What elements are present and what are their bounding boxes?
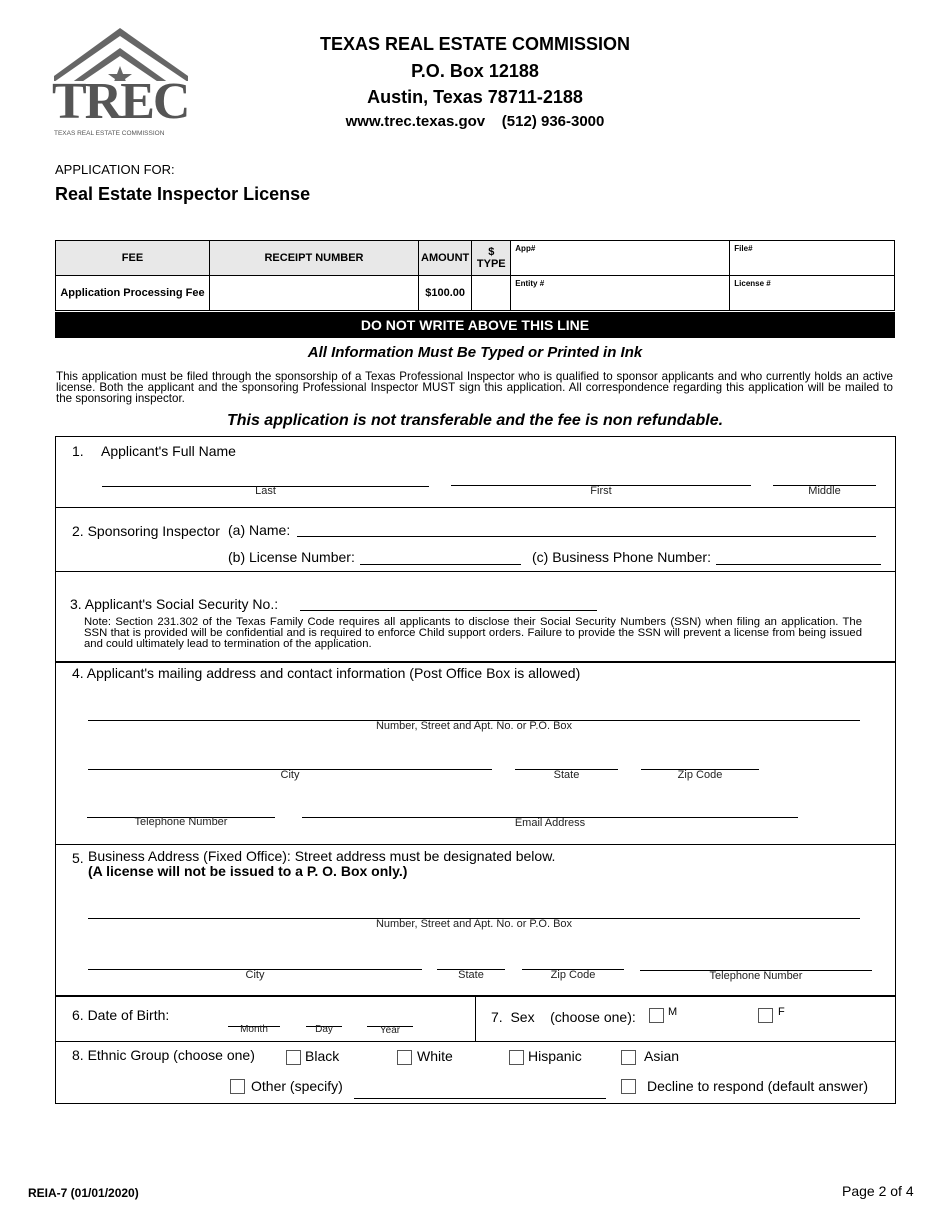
business-state-caption: State <box>458 969 484 981</box>
nontransfer-notice: This application is not transferable and the fee is non refundable. <box>226 412 724 429</box>
sex-male-checkbox[interactable] <box>649 1008 664 1023</box>
section-mailing-address <box>55 662 896 845</box>
birth-month-caption: Month <box>240 1024 268 1035</box>
section5-number: 5. <box>72 850 84 866</box>
trec-logo <box>52 26 192 141</box>
mailing-state-caption: State <box>553 769 580 781</box>
header-po-box: P.O. Box 12188 <box>411 61 539 81</box>
section1-number: 1. <box>72 443 84 459</box>
ethnic-hispanic-checkbox[interactable] <box>509 1050 524 1065</box>
business-zip-caption: Zip Code <box>550 969 596 981</box>
middle-name-caption: Middle <box>808 485 841 497</box>
section8-title: 8. Ethnic Group (choose one) <box>72 1047 255 1063</box>
section6-title: 6. Date of Birth: <box>72 1007 170 1023</box>
ethnic-hispanic-label: Hispanic <box>528 1048 582 1064</box>
intro-paragraph: This application must be filed through the sponsorship of a Texas Professional Inspector who is qualified to sponsor applicants and who currently holds an active license. Both the applicant and the sponsoring Professional Inspector MUST sign this application. All correspondence regarding this application will be mailed to the sponsoring inspector. <box>56 370 893 405</box>
fee-table <box>55 240 895 311</box>
mailing-zip-caption: Zip Code <box>677 769 723 781</box>
file-number-cell: File# <box>730 241 895 276</box>
birth-year-caption: Year <box>379 1025 401 1036</box>
section2-title: 2. Sponsoring Inspector <box>72 523 220 539</box>
mailing-phone-caption: Telephone Number <box>134 816 228 828</box>
business-city-caption: City <box>245 969 265 981</box>
logo-subtitle: TEXAS REAL ESTATE COMMISSION <box>54 130 165 137</box>
typed-notice: All Information Must Be Typed or Printed in Ink <box>307 344 643 361</box>
sponsor-name-label: (a) Name: <box>228 522 291 538</box>
ethnic-asian-checkbox[interactable] <box>621 1050 636 1065</box>
business-phone-caption: Telephone Number <box>709 970 803 982</box>
amount-header: AMOUNT <box>419 241 472 276</box>
logo-letters: TREC <box>52 73 189 130</box>
do-not-write-bar: DO NOT WRITE ABOVE THIS LINE <box>55 312 895 338</box>
mailing-street-caption: Number, Street and Apt. No. or P.O. Box <box>375 720 573 732</box>
section3-title: 3. Applicant's Social Security No.: <box>70 596 279 612</box>
section-ethnic-group <box>55 1041 896 1104</box>
ethnic-decline-checkbox[interactable] <box>621 1079 636 1094</box>
fee-header: FEE <box>56 241 210 276</box>
ssn-note: Note: Section 231.302 of the Texas Family Code requires all applicants to disclose their Social Security Numbers (SSN) when filing an application. The SSN that is provided will be confidential and is required to enforce Child support orders. Failure to provide the SSN will prevent a license from being issued and could ultimately lead to termination of the application. <box>84 616 862 650</box>
ethnic-black-checkbox[interactable] <box>286 1050 301 1065</box>
header-org: TEXAS REAL ESTATE COMMISSION <box>319 34 631 54</box>
ethnic-other-label: Other (specify) <box>251 1078 343 1094</box>
section5-title: Business Address (Fixed Office): Street address must be designated below. <box>88 848 556 864</box>
section-birth-sex <box>55 996 896 1042</box>
section-business-address <box>55 844 896 996</box>
section4-title: 4. Applicant's mailing address and contact information (Post Office Box is allowed) <box>72 665 581 681</box>
header-city: Austin, Texas 78711-2188 <box>367 87 583 107</box>
section-sponsoring-inspector <box>55 507 896 572</box>
entity-number-cell: Entity # <box>511 276 730 311</box>
ethnic-other-checkbox[interactable] <box>230 1079 245 1094</box>
form-id: REIA-7 (01/01/2020) <box>28 1186 139 1200</box>
sex-male-label: M <box>668 1006 678 1018</box>
section-ssn <box>55 572 896 662</box>
receipt-header: RECEIPT NUMBER <box>210 241 419 276</box>
birth-sex-divider <box>475 997 476 1041</box>
ethnic-white-label: White <box>417 1048 453 1064</box>
section-full-name <box>55 436 896 508</box>
ethnic-other-field[interactable] <box>354 1098 606 1099</box>
ethnic-white-checkbox[interactable] <box>397 1050 412 1065</box>
page-number: Page 2 of 4 <box>842 1183 914 1199</box>
type-cell[interactable] <box>472 276 511 311</box>
license-number-cell: License # <box>730 276 895 311</box>
sponsor-license-label: (b) License Number: <box>228 549 355 565</box>
fee-row-label: Application Processing Fee <box>56 276 210 311</box>
sponsor-phone-field[interactable] <box>716 564 881 565</box>
amount-value: $100.00 <box>419 276 472 311</box>
section5-subtitle: (A license will not be issued to a P. O. Box only.) <box>88 863 408 879</box>
app-number-cell: App# <box>511 241 730 276</box>
header-contact: www.trec.texas.gov (512) 936-3000 <box>345 113 605 130</box>
sponsor-phone-label: (c) Business Phone Number: <box>532 549 711 565</box>
business-street-caption: Number, Street and Apt. No. or P.O. Box <box>375 918 573 930</box>
sponsor-license-field[interactable] <box>360 564 521 565</box>
first-name-caption: First <box>590 485 612 497</box>
sex-female-checkbox[interactable] <box>758 1008 773 1023</box>
ssn-field[interactable] <box>300 610 597 611</box>
birth-day-caption: Day <box>315 1024 333 1035</box>
ethnic-asian-label: Asian <box>644 1048 680 1064</box>
mailing-city-caption: City <box>280 769 300 781</box>
sex-female-label: F <box>778 1006 785 1018</box>
application-for-label: APPLICATION FOR: <box>55 162 175 177</box>
sponsor-name-field[interactable] <box>297 536 876 537</box>
email-caption: Email Address <box>514 817 586 829</box>
section7-title: 7. Sex (choose one): <box>491 1009 636 1025</box>
application-title: Real Estate Inspector License <box>55 184 311 204</box>
last-name-caption: Last <box>255 485 276 497</box>
section1-title: Applicant's Full Name <box>101 443 236 459</box>
type-header: $ TYPE <box>472 241 511 276</box>
ethnic-decline-label: Decline to respond (default answer) <box>647 1078 869 1094</box>
ethnic-black-label: Black <box>305 1048 340 1064</box>
receipt-number-cell[interactable] <box>210 276 419 311</box>
